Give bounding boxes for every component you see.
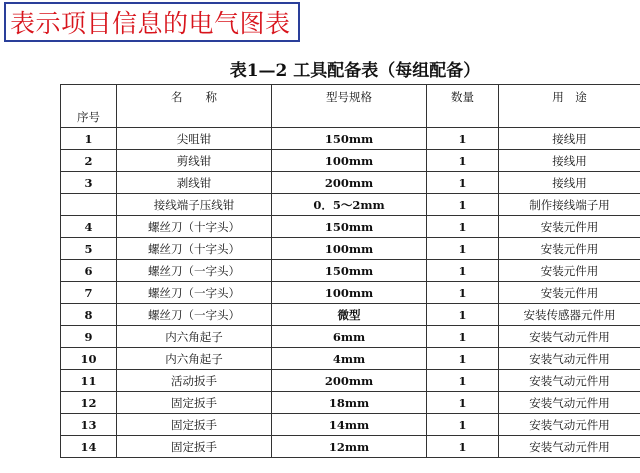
cell-use: 安装气动元件用 [499,370,640,392]
cell-qty: 1 [427,216,499,238]
table-header-row [61,85,640,128]
table-row [61,128,640,150]
cell-name: 螺丝刀（一字头） [117,260,272,282]
table-row [61,370,640,392]
cell-name: 内六角起子 [117,326,272,348]
table-row [61,436,640,458]
cell-spec: 微型 [272,304,427,326]
cell-use: 安装气动元件用 [499,326,640,348]
table-row [61,326,640,348]
table-row [61,260,640,282]
cell-qty: 1 [427,150,499,172]
cell-seq [61,194,117,216]
cell-name: 活动扳手 [117,370,272,392]
cell-spec: 150mm [272,128,427,150]
cell-name: 螺丝刀（一字头） [117,304,272,326]
cell-use: 安装气动元件用 [499,392,640,414]
cell-name: 接线端子压线钳 [117,194,272,216]
cell-qty: 1 [427,304,499,326]
cell-use: 接线用 [499,128,640,150]
cell-name: 剥线钳 [117,172,272,194]
cell-use: 安装元件用 [499,260,640,282]
cell-name: 内六角起子 [117,348,272,370]
cell-spec: 200mm [272,370,427,392]
cell-spec: 100mm [272,238,427,260]
cell-use: 安装气动元件用 [499,348,640,370]
cell-spec: 150mm [272,216,427,238]
cell-spec: 100mm [272,282,427,304]
table-row [61,172,640,194]
header-name-label: 名 称 [171,90,217,104]
cell-use: 安装气动元件用 [499,436,640,458]
cell-name: 螺丝刀（十字头） [117,238,272,260]
cell-use: 安装元件用 [499,216,640,238]
cell-qty: 1 [427,436,499,458]
cell-name: 螺丝刀（一字头） [117,282,272,304]
cell-use: 接线用 [499,172,640,194]
cell-seq: 7 [61,282,117,304]
cell-qty: 1 [427,326,499,348]
cell-qty: 1 [427,392,499,414]
cell-use: 安装元件用 [499,238,640,260]
cell-spec: 4mm [272,348,427,370]
cell-qty: 1 [427,414,499,436]
cell-spec: 150mm [272,260,427,282]
cell-spec: 14mm [272,414,427,436]
cell-seq: 5 [61,238,117,260]
cell-seq: 3 [61,172,117,194]
cell-qty: 1 [427,172,499,194]
cell-qty: 1 [427,282,499,304]
cell-spec: 100mm [272,150,427,172]
header-qty-label: 数量 [451,90,474,104]
cell-seq: 1 [61,128,117,150]
cell-seq: 6 [61,260,117,282]
cell-seq: 14 [61,436,117,458]
header-spec [272,85,427,128]
cell-qty: 1 [427,348,499,370]
cell-use: 制作接线端子用 [499,194,640,216]
cell-qty: 1 [427,238,499,260]
cell-use: 接线用 [499,150,640,172]
cell-seq: 10 [61,348,117,370]
cell-use: 安装元件用 [499,282,640,304]
table-row [61,392,640,414]
header-use-label: 用 途 [552,90,587,104]
cell-spec: 0．5～2mm [272,194,427,216]
table-row [61,194,640,216]
cell-use: 安装气动元件用 [499,414,640,436]
table-row [61,150,640,172]
cell-seq: 8 [61,304,117,326]
cell-qty: 1 [427,260,499,282]
cell-qty: 1 [427,194,499,216]
cell-spec: 200mm [272,172,427,194]
banner-title: 表示项目信息的电气图表 [4,2,300,42]
table-row [61,414,640,436]
cell-qty: 1 [427,128,499,150]
cell-qty: 1 [427,370,499,392]
tool-table [60,84,640,458]
table-row [61,282,640,304]
cell-seq: 9 [61,326,117,348]
table-row [61,238,640,260]
header-name [117,85,272,128]
cell-name: 螺丝刀（十字头） [117,216,272,238]
header-spec-label: 型号规格 [326,90,372,104]
cell-seq: 13 [61,414,117,436]
cell-name: 固定扳手 [117,414,272,436]
header-seq: 序号 [61,85,117,128]
table-row [61,304,640,326]
cell-name: 尖咀钳 [117,128,272,150]
cell-spec: 12mm [272,436,427,458]
cell-name: 固定扳手 [117,392,272,414]
cell-name: 固定扳手 [117,436,272,458]
cell-name: 剪线钳 [117,150,272,172]
header-use [499,85,640,128]
cell-seq: 4 [61,216,117,238]
table-title: 表1—2 工具配备表（每组配备） [229,61,481,81]
cell-seq: 12 [61,392,117,414]
cell-use: 安装传感器元件用 [499,304,640,326]
cell-seq: 2 [61,150,117,172]
table-row [61,348,640,370]
header-qty [427,85,499,128]
cell-seq: 11 [61,370,117,392]
cell-spec: 6mm [272,326,427,348]
table-row [61,216,640,238]
cell-spec: 18mm [272,392,427,414]
